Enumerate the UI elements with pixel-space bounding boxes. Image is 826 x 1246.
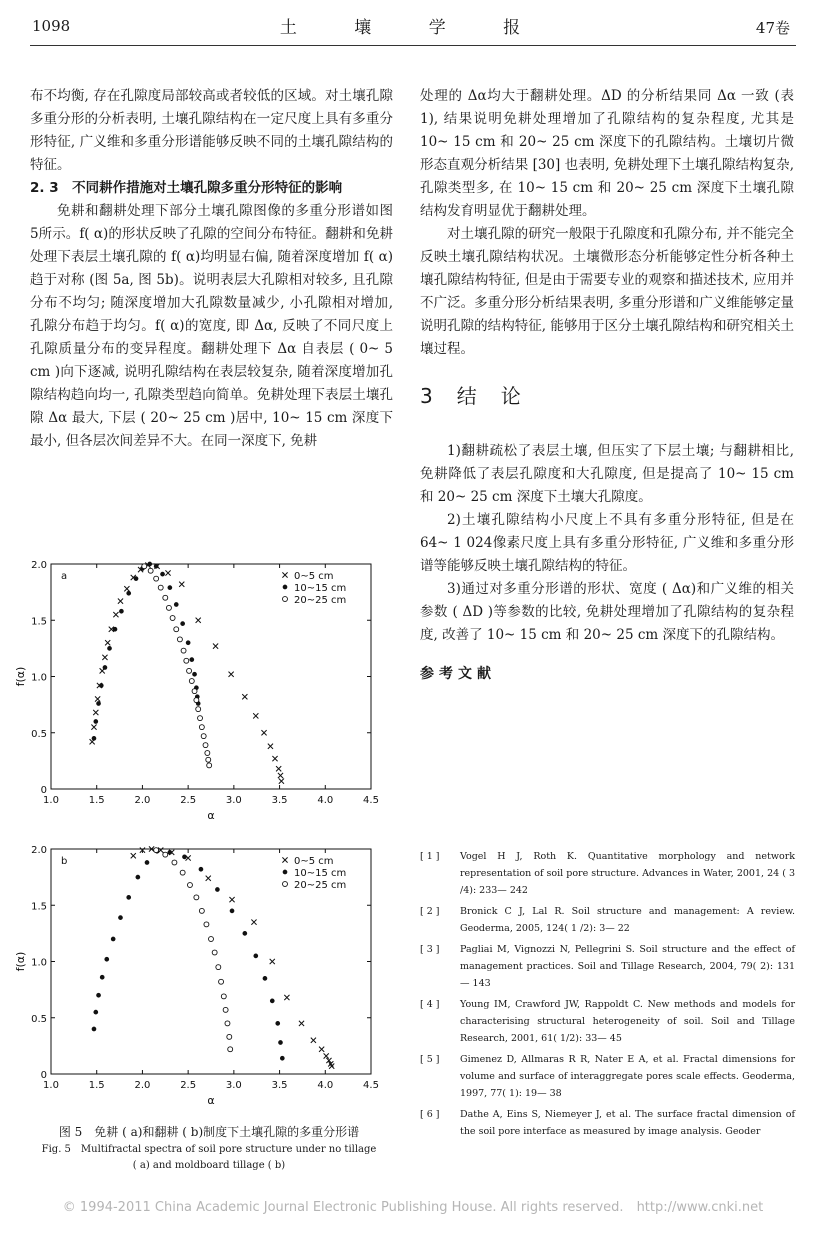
data-point: [283, 597, 288, 602]
reference-text: Gimenez D, Allmaras R R, Nater E A, et al. Fractal dimensions for volume and surface of interaggregate pores scale effects. Geoderma, 1997, 77( 1): 19— 38: [460, 1054, 795, 1099]
y-axis-label: f(α): [14, 666, 27, 687]
x-tick-label: 2.0: [134, 795, 151, 806]
data-point: [207, 763, 212, 768]
data-point: [102, 655, 107, 660]
data-point: [174, 602, 179, 607]
data-point: [283, 870, 288, 875]
data-point: [180, 870, 185, 875]
data-point: [199, 725, 204, 730]
y-tick-label: 2.0: [31, 560, 47, 571]
data-point: [227, 1034, 232, 1039]
reference-item: [420, 903, 795, 937]
caption-en: Fig. 5 Multifractal spectra of soil pore structure under no tillage: [41, 1144, 377, 1155]
copyright-footer: © 1994-2011 China Academic Journal Electronic Publishing House. All rights reserved. http://www.cnki.net: [62, 1200, 764, 1215]
x-tick-label: 2.5: [180, 1080, 197, 1091]
data-point: [212, 950, 217, 955]
data-point: [163, 595, 168, 600]
data-point: [147, 562, 152, 567]
y-tick-label: 1.0: [31, 957, 47, 969]
x-tick-label: 4.0: [317, 1080, 334, 1091]
data-point: [95, 696, 100, 701]
y-tick-label: 2.0: [31, 845, 47, 856]
data-point: [311, 1038, 316, 1043]
data-point: [279, 779, 284, 784]
reference-number: [ 6 ]: [420, 1109, 440, 1120]
data-point: [154, 848, 159, 853]
data-point: [272, 756, 277, 761]
legend-label: 10~15 cm: [294, 868, 347, 879]
y-tick-label: 1.5: [31, 616, 47, 628]
data-point: [168, 585, 173, 590]
reference-text: Pagliai M, Vignozzi N, Pellegrini S. Soil structure and the effect of management practices. Soil and Tillage Research, 2004, 79( 2): 131— 143: [460, 944, 795, 989]
data-point: [170, 616, 175, 621]
data-point: [229, 897, 234, 902]
right-column: [420, 85, 794, 686]
data-point: [221, 994, 226, 999]
data-point: [186, 640, 191, 645]
data-point: [154, 564, 159, 569]
y-tick-label: 0.5: [31, 1013, 47, 1025]
data-point: [189, 679, 194, 684]
data-series: [92, 849, 285, 1061]
conclusion-item: 2)土壤孔隙结构小尺度上不具有多重分形特征, 但是在 64~ 1 024像素尺度上具有多重分形特征, 广义维和多重分形谱等能够反映土壤孔隙结构的特征。: [420, 512, 794, 574]
page-number: 1098: [32, 17, 71, 35]
x-tick-label: 3.0: [225, 795, 242, 806]
data-point: [282, 857, 287, 862]
data-point: [219, 979, 224, 984]
data-point: [160, 572, 165, 577]
y-tick-label: 0: [40, 785, 47, 796]
reference-number: [ 1 ]: [420, 851, 440, 862]
data-point: [261, 730, 266, 735]
y-tick-label: 0.5: [31, 728, 47, 740]
y-tick-label: 0: [40, 1070, 47, 1081]
reference-item: [420, 1106, 795, 1140]
data-point: [230, 909, 235, 914]
data-point: [253, 954, 258, 959]
reference-item: [420, 941, 795, 992]
paragraph: 布不均衡, 存在孔隙度局部较高或者较低的区域。对土壤孔隙多重分形的分析表明, 土壤孔隙结构在一定尺度上具有多重分形特征, 广义维和多重分形谱能够反映不同的土壤孔隙结构的特征。: [30, 88, 393, 173]
data-point: [145, 860, 150, 865]
data-point: [194, 895, 199, 900]
data-point: [194, 698, 199, 703]
data-point: [177, 637, 182, 642]
data-point: [201, 734, 206, 739]
data-point: [270, 959, 275, 964]
page-header: [0, 0, 826, 60]
data-point: [251, 920, 256, 925]
reference-item: [420, 848, 795, 899]
x-tick-label: 2.0: [134, 1080, 151, 1091]
data-point: [216, 965, 221, 970]
legend-label: 10~15 cm: [294, 583, 347, 594]
data-point: [126, 895, 131, 900]
x-tick-label: 1.5: [88, 795, 105, 806]
data-point: [174, 627, 179, 632]
x-tick-label: 1.0: [43, 1080, 59, 1091]
reference-item: [420, 1051, 795, 1102]
data-point: [268, 744, 273, 749]
data-point: [181, 648, 186, 653]
references-heading: 参考文献: [420, 666, 496, 682]
x-axis-label: α: [207, 1094, 215, 1107]
data-point: [280, 1056, 285, 1061]
data-point: [187, 668, 192, 673]
x-tick-label: 2.5: [180, 795, 197, 806]
panel-label: b: [61, 856, 68, 867]
data-point: [93, 719, 98, 724]
reference-item: [420, 996, 795, 1047]
data-series: [90, 563, 284, 784]
data-point: [136, 875, 141, 880]
data-point: [92, 1027, 97, 1032]
y-tick-label: 1.0: [31, 672, 47, 684]
data-point: [131, 853, 136, 858]
data-point: [124, 586, 129, 591]
data-point: [189, 657, 194, 662]
data-point: [93, 1010, 98, 1015]
data-point: [319, 1047, 324, 1052]
reference-number: [ 4 ]: [420, 999, 440, 1010]
data-point: [213, 644, 218, 649]
data-point: [242, 694, 247, 699]
data-point: [215, 887, 220, 892]
volume-number: 47卷: [755, 19, 790, 37]
data-point: [96, 993, 101, 998]
data-point: [99, 683, 104, 688]
x-tick-label: 1.5: [88, 1080, 105, 1091]
data-point: [163, 852, 168, 857]
data-point: [253, 713, 258, 718]
y-tick-label: 1.5: [31, 901, 47, 913]
chart-panel-a: [10, 555, 395, 840]
x-tick-label: 4.5: [363, 795, 379, 806]
conclusion-item: 1)翻耕疏松了表层土壤, 但压实了下层土壤; 与翻耕相比, 免耕降低了表层孔隙度和大孔隙度, 但是提高了 10~ 15 cm 和 20~ 25 cm 深度下土壤大孔隙度。: [420, 443, 794, 505]
paragraph: 处理的 Δα均大于翻耕处理。ΔD 的分析结果同 Δα 一致 (表 1), 结果说明免耕处理增加了孔隙结构的复杂程度, 尤其是 10~ 15 cm 和 20~ 25 cm 深度下的孔隙结构。土壤切片微形态直观分析结果 [30] 也表明, 免耕处理下土壤孔隙结构复杂, 孔隙类型多, 在 10~ 15 cm 和 20~ 25 cm 深度下土壤孔隙结构发育明显优于翻耕处理。: [420, 88, 794, 219]
legend-label: 0~5 cm: [294, 571, 334, 582]
data-point: [118, 915, 123, 920]
journal-title: 土 壤 学 报: [279, 18, 547, 38]
data-point: [278, 773, 283, 778]
x-axis-label: α: [207, 809, 215, 822]
data-point: [93, 710, 98, 715]
data-point: [180, 621, 185, 626]
data-point: [196, 618, 201, 623]
data-point: [113, 627, 118, 632]
data-point: [199, 867, 204, 872]
chart-panel-b: [10, 840, 395, 1125]
data-point: [172, 860, 177, 865]
data-point: [223, 1007, 228, 1012]
data-point: [192, 689, 197, 694]
reference-text: Vogel H J, Roth K. Quantitative morphology and network representation of soil pore structure. Advances in Water, 2001, 24 ( 3 /4): 233— 242: [460, 851, 795, 896]
panel-label: a: [61, 571, 68, 582]
reference-number: [ 5 ]: [420, 1054, 440, 1065]
data-point: [229, 672, 234, 677]
data-point: [96, 701, 101, 706]
data-series: [154, 848, 233, 1052]
conclusion-item: 3)通过对多重分形谱的形状、宽度 ( Δα)和广义维的相关参数 ( ΔD )等参数的比较, 免耕处理增加了孔隙结构的复杂程度, 改善了 10~ 15 cm 和 20~ 25 cm 深度下的孔隙结构。: [420, 581, 794, 643]
legend-label: 20~25 cm: [294, 880, 347, 891]
data-point: [148, 568, 153, 573]
data-point: [168, 850, 173, 855]
data-point: [282, 572, 287, 577]
data-point: [158, 585, 163, 590]
x-tick-label: 1.0: [43, 795, 59, 806]
data-series: [142, 564, 212, 768]
data-point: [126, 591, 131, 596]
section-heading: 3 结 论: [420, 384, 523, 408]
data-point: [283, 585, 288, 590]
left-column: [30, 85, 393, 453]
x-tick-label: 4.5: [363, 1080, 379, 1091]
reference-text: Young IM, Crawford JW, Rappoldt C. New methods and models for characterising structural heterogeneity of soil. Soil and Tillage Research, 2001, 61( 1/2): 33— 45: [460, 999, 795, 1044]
paragraph: 对土壤孔隙的研究一般限于孔隙度和孔隙分布, 并不能完全反映土壤孔隙结构状况。土壤微形态分析能够定性分析各种土壤孔隙结构特征, 但是由于需要专业的观察和描述技术, 应用并不广泛。多重分形分析结果表明, 多重分形谱和广义维能够定量说明孔隙的结构特征, 能够用于区分土壤孔隙结构和研究相关土壤过程。: [420, 226, 794, 357]
data-point: [192, 672, 197, 677]
data-point: [198, 716, 203, 721]
data-point: [179, 582, 184, 587]
data-point: [278, 1040, 283, 1045]
data-point: [105, 640, 110, 645]
data-point: [118, 599, 123, 604]
data-point: [107, 646, 112, 651]
data-point: [299, 1021, 304, 1026]
data-point: [284, 995, 289, 1000]
reference-text: Bronick C J, Lal R. Soil structure and management: A review. Geoderma, 2005, 124( 1 /2): 3— 22: [460, 906, 795, 934]
caption-en: ( a) and moldboard tillage ( b): [132, 1160, 286, 1171]
data-point: [104, 957, 109, 962]
data-point: [199, 908, 204, 913]
data-point: [276, 766, 281, 771]
data-point: [182, 855, 187, 860]
data-point: [100, 975, 105, 980]
reference-number: [ 2 ]: [420, 906, 440, 917]
figure-caption: [24, 1122, 394, 1174]
legend-label: 0~5 cm: [294, 856, 334, 867]
x-tick-label: 3.5: [271, 1080, 288, 1091]
header-rule: [30, 45, 796, 46]
data-point: [228, 1047, 233, 1052]
data-point: [225, 1021, 230, 1026]
section-heading: 2. 3 不同耕作措施对土壤孔隙多重分形特征的影响: [30, 180, 343, 196]
data-point: [188, 883, 193, 888]
data-point: [111, 937, 116, 942]
data-point: [203, 743, 208, 748]
reference-text: Dathe A, Eins S, Niemeyer J, et al. The surface fractal dimension of the soil pore interface as measured by image analysis. Geoder: [460, 1109, 795, 1137]
paragraph: 免耕和翻耕处理下部分土壤孔隙图像的多重分形谱如图 5所示。f( α)的形状反映了孔隙的空间分布特征。翻耕和免耕处理下表层土壤孔隙的 f( α)均明显右偏, 随着深度增加 f( α)趋于对称 (图 5a, 图 5b)。说明表层大孔隙相对较多, 且孔隙分布不均匀; 随深度增加大孔隙数量减少, 小孔隙相对增加, 孔隙分布趋于均匀。f( α)的宽度, 即 Δα, 反映了不同尺度上孔隙质量分布的变异程度。翻耕处理下 Δα 自表层 ( 0~ 5 cm )向下逐减, 说明孔隙结构在表层较复杂, 随着深度增加孔隙结构趋向均一, 孔隙类型趋向简单。免耕处理下表层土壤孔隙 Δα 最大, 下层 ( 20~ 25 cm )居中, 10~ 15 cm 深度下最小, 但各层次间差异不大。在同一深度下, 免耕: [30, 203, 393, 449]
data-point: [209, 937, 214, 942]
data-point: [91, 725, 96, 730]
caption-cn: 图 5 免耕 ( a)和翻耕 ( b)制度下土壤孔隙的多重分形谱: [58, 1125, 360, 1139]
data-point: [113, 612, 118, 617]
y-axis-label: f(α): [14, 951, 27, 972]
data-point: [204, 922, 209, 927]
data-point: [263, 976, 268, 981]
data-point: [270, 999, 275, 1004]
legend-label: 20~25 cm: [294, 595, 347, 606]
reference-list: [420, 848, 795, 1144]
data-point: [165, 570, 170, 575]
x-tick-label: 4.0: [317, 795, 334, 806]
x-tick-label: 3.0: [225, 1080, 242, 1091]
data-point: [206, 876, 211, 881]
data-point: [119, 609, 124, 614]
data-point: [103, 665, 108, 670]
data-point: [196, 707, 201, 712]
data-point: [166, 605, 171, 610]
data-point: [242, 931, 247, 936]
data-point: [275, 1021, 280, 1026]
data-point: [184, 658, 189, 663]
data-point: [205, 751, 210, 756]
data-point: [154, 576, 159, 581]
data-point: [142, 564, 147, 569]
data-point: [134, 576, 139, 581]
x-tick-label: 3.5: [271, 795, 288, 806]
data-point: [283, 882, 288, 887]
reference-number: [ 3 ]: [420, 944, 440, 955]
data-point: [92, 736, 97, 741]
data-point: [324, 1053, 329, 1058]
data-point: [206, 757, 211, 762]
